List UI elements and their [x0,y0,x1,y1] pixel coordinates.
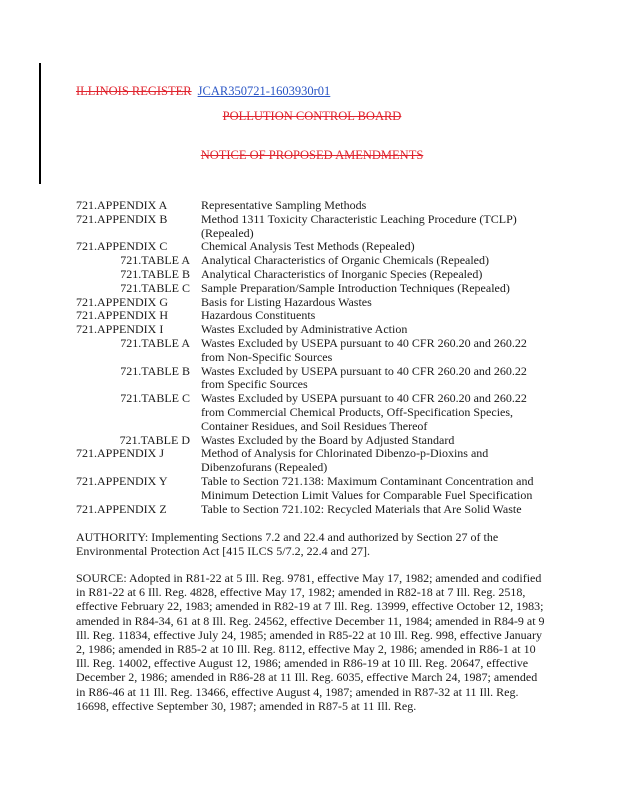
toc-code: 721.APPENDIX H [76,308,169,323]
toc-code: 721.TABLE B [120,363,190,378]
toc-code: 721.APPENDIX J [76,446,165,461]
toc-row [76,503,546,517]
toc-code: 721.TABLE D [119,432,190,447]
toc-desc: Analytical Characteristics of Inorganic Species (Repealed) [201,266,483,281]
toc-desc: Method of Analysis for Chlorinated Dibenzo-p-Dioxins and Dibenzofurans (Repealed) [201,446,489,475]
toc-code: 721.TABLE B [120,266,190,281]
toc-desc: Wastes Excluded by USEPA pursuant to 40 CFR 260.20 and 260.22 from Specific Sources [201,363,527,392]
toc-row [76,213,546,241]
toc-code: 721.APPENDIX Z [76,501,167,516]
toc-row [76,254,546,268]
table-of-contents [76,199,546,516]
toc-code: 721.APPENDIX B [76,211,168,226]
toc-desc: Wastes Excluded by USEPA pursuant to 40 CFR 260.20 and 260.22 from Non-Specific Sources [201,335,527,364]
toc-desc: Table to Section 721.102: Recycled Materials that Are Solid Waste [201,501,522,516]
toc-row [76,337,546,365]
toc-desc: Representative Sampling Methods [201,198,367,212]
jcar-reference-link[interactable]: JCAR350721-1603930r01 [197,84,331,98]
toc-code: 721.TABLE C [120,280,190,295]
toc-row [76,434,546,448]
register-title: ILLINOIS REGISTER [76,84,192,98]
toc-row [76,296,546,310]
toc-row [76,323,546,337]
register-header [76,84,330,99]
toc-row [76,447,546,475]
toc-desc: Wastes Excluded by the Board by Adjusted Standard [201,432,455,447]
toc-desc: Sample Preparation/Sample Introduction Techniques (Repealed) [201,280,510,295]
toc-row [76,282,546,296]
toc-desc: Analytical Characteristics of Organic Chemicals (Repealed) [201,253,489,268]
toc-desc: Table to Section 721.138: Maximum Contaminant Concentration and Minimum Detection Limit Values for Comparable Fuel Specification [201,473,534,502]
notice-title: NOTICE OF PROPOSED AMENDMENTS [200,148,424,162]
board-title: POLLUTION CONTROL BOARD [222,109,402,123]
toc-code: 721.TABLE A [120,335,190,350]
toc-row [76,199,546,213]
toc-desc: Hazardous Constituents [201,308,316,323]
toc-desc: Basis for Listing Hazardous Wastes [201,294,372,309]
toc-row [76,268,546,282]
toc-code: 721.APPENDIX G [76,294,169,309]
toc-code: 721.APPENDIX I [76,322,164,337]
authority-paragraph: AUTHORITY: Implementing Sections 7.2 and 22.4 and authorized by Section 27 of the Environmental Protection Act [415 ILCS 5/7.2, 22.4 and 27]. [76,530,499,559]
toc-desc: Wastes Excluded by USEPA pursuant to 40 CFR 260.20 and 260.22 from Commercial Chemical Products, Off-Specification Species, Container Residues, and Soil Residues Thereof [201,391,527,433]
toc-row [76,309,546,323]
source-paragraph: SOURCE: Adopted in R81-22 at 5 Ill. Reg. 9781, effective May 17, 1982; amended and codified in R81-22 at 6 Ill. Reg. 4828, effective May 17, 1982; amended in R82-18 at 7 Ill. Reg. 2518, effective February 22, 1983; amended in R82-19 at 7 Ill. Reg. 13999, effective October 12, 1983; amended in R84-34, 61 at 8 Ill. Reg. 24562, effective December 11, 1984; amended in R84-9 at 9 Ill. Reg. 11834, effective July 24, 1985; amended in R85-22 at 10 Ill. Reg. 998, effective January 2, 1986; amended in R85-2 at 10 Ill. Reg. 8112, effective May 2, 1986; amended in R86-1 at 10 Ill. Reg. 14002, effective August 12, 1986; amended in R86-19 at 10 Ill. Reg. 20647, effective December 2, 1986; amended in R86-28 at 11 Ill. Reg. 6035, effective March 24, 1987; amended in R86-46 at 11 Ill. Reg. 13466, effective August 4, 1987; amended in R87-32 at 11 Ill. Reg. 16698, effective September 30, 1987; amended in R87-5 at 11 Ill. Reg. [76,571,545,713]
toc-code: 721.TABLE A [120,253,190,268]
toc-code: 721.APPENDIX A [76,198,168,212]
toc-row [76,475,546,503]
toc-row [76,240,546,254]
toc-row [76,365,546,393]
toc-desc: Chemical Analysis Test Methods (Repealed) [201,239,415,254]
toc-desc: Wastes Excluded by Administrative Action [201,322,408,337]
toc-desc: Method 1311 Toxicity Characteristic Leaching Procedure (TCLP) (Repealed) [201,211,517,240]
toc-code: 721.TABLE C [120,391,190,406]
toc-code: 721.APPENDIX C [76,239,168,254]
toc-code: 721.APPENDIX Y [76,473,168,488]
toc-row [76,392,546,433]
